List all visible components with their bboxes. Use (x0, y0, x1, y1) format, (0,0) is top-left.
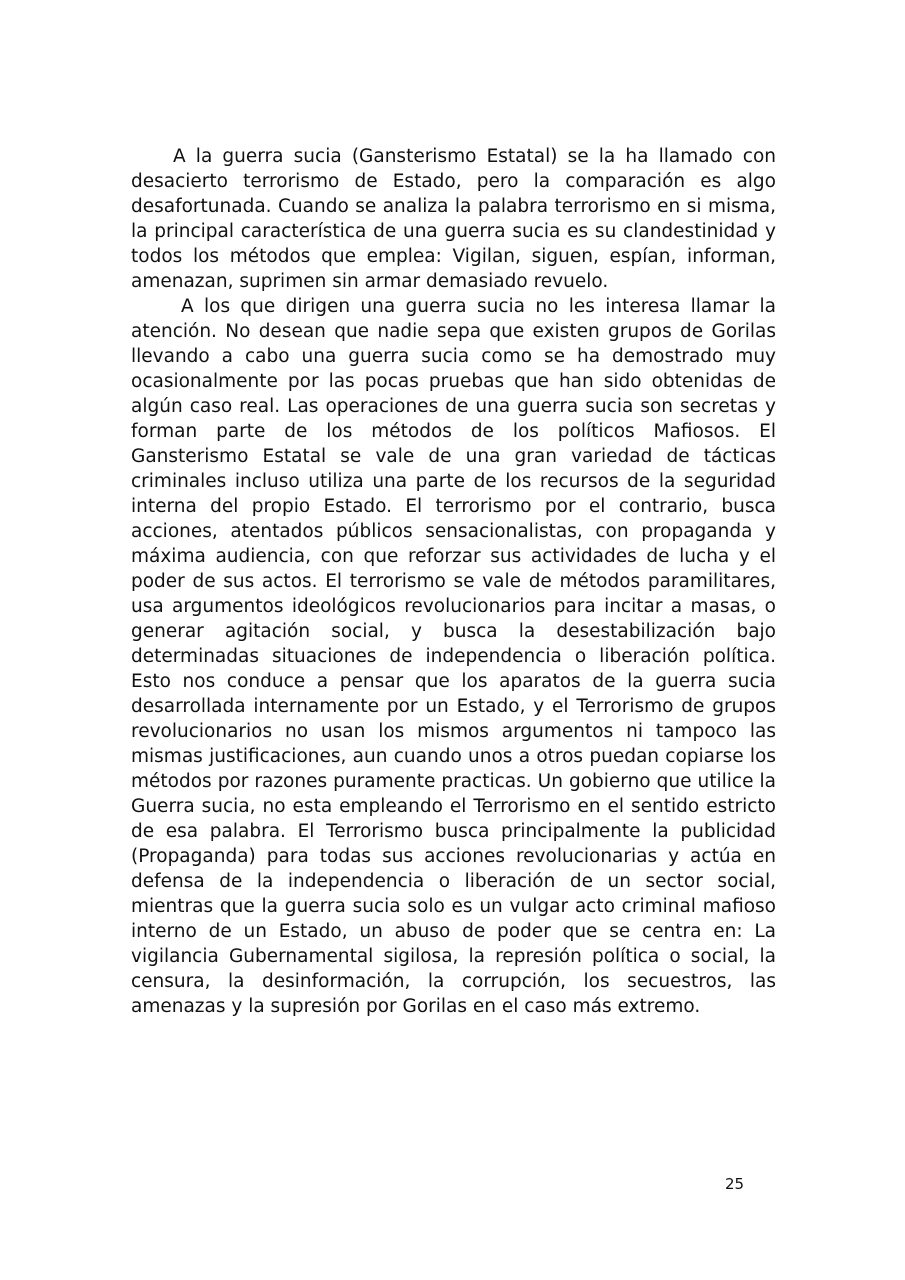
page-number: 25 (725, 1175, 745, 1193)
body-text (131, 144, 776, 1019)
paragraph-2: A los que dirigen una guerra sucia no les interesa llamar la atención. No desean que nadie sepa que existen grupos de Gorilas llevando a cabo una guerra sucia como se ha demostrado muy ocasionalmente por las pocas pruebas que han sido obtenidas de algún caso real. Las operaciones de una guerra sucia son secretas y forman parte de los métodos de los políticos Mafiosos. El Gansterismo Estatal se vale de una gran variedad de tácticas criminales incluso utiliza una parte de los recursos de la seguridad interna del propio Estado. El terrorismo por el contrario, busca acciones, atentados públicos sensacionalistas, con propaganda y máxima audiencia, con que reforzar sus actividades de lucha y el poder de sus actos. El terrorismo se vale de métodos paramilitares, usa argumentos ideológicos revolucionarios para incitar a masas, o generar agitación social, y busca la desestabilización bajo determinadas situaciones de independencia o liberación política. Esto nos conduce a pensar que los aparatos de la guerra sucia desarrollada internamente por un Estado, y el Terrorismo de grupos revolucionarios no usan los mismos argumentos ni tampoco las mismas justificaciones, aun cuando unos a otros puedan copiarse los métodos por razones puramente practicas. Un gobierno que utilice la Guerra sucia, no esta empleando el Terrorismo en el sentido estricto de esa palabra. El Terrorismo busca principalmente la publicidad (Propaganda) para todas sus acciones revolucionarias y actúa en defensa de la independencia o liberación de un sector social, mientras que la guerra sucia solo es un vulgar acto criminal mafioso interno de un Estado, un abuso de poder que se centra en: La vigilancia Gubernamental sigilosa, la represión política o social, la censura, la desinformación, la corrupción, los secuestros, las amenazas y la supresión por Gorilas en el caso más extremo. (131, 296, 776, 1017)
paragraph-1: A la guerra sucia (Gansterismo Estatal) se la ha llamado con desacierto terrorismo de Estado, pero la comparación es algo desafortunada. Cuando se analiza la palabra terrorismo en si misma, la principal característica de una guerra sucia es su clandestinidad y todos los métodos que emplea: Vigilan, siguen, espían, informan, amenazan, suprimen sin armar demasiado revuelo. (131, 146, 776, 292)
